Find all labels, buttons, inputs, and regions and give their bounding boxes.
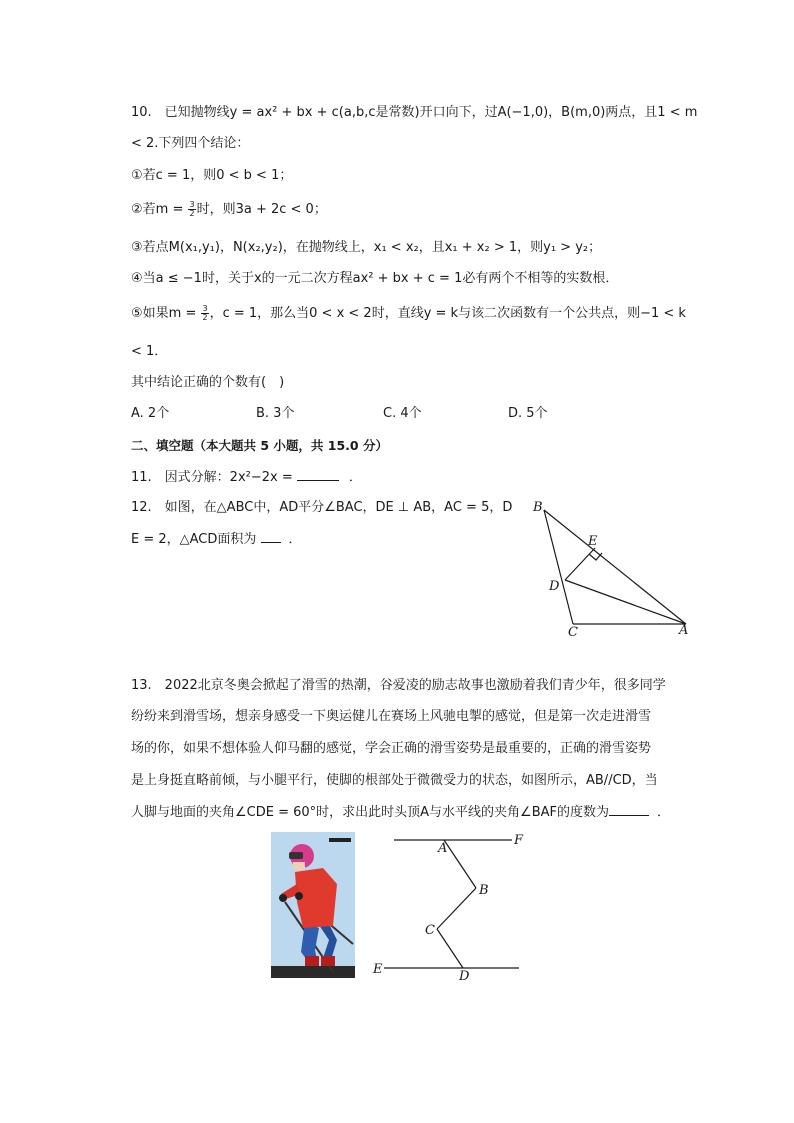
right-angle-mark [589,553,602,560]
q11-end: ． [348,470,362,485]
q10-conclusion-4: ④当a ≤ −1时，关于x的一元二次方程ax² + bx + c = 1必有两个不相等的实数根． [131,271,619,286]
q13-end: ． [657,805,671,820]
q10-question: 其中结论正确的个数有( ) [131,375,285,390]
label-d: D [549,579,560,594]
q10-conclusion-5 [131,305,686,323]
section-title: 二、填空题（本大题共 5 小题，共 15.0 分） [131,438,388,453]
skier-illustration [271,832,355,978]
q13-parallel-figure [368,830,538,985]
label-a: A [438,841,448,856]
option-a[interactable]: A. 2个 [131,406,170,421]
q10-c5-pre: ⑤如果m = [131,306,201,321]
q13-line3: 场的你，如果不想体验人仰马翻的感觉，学会正确的滑雪姿势是最重要的，正确的滑雪姿势 [131,741,652,756]
q10-conclusion-5-line2: < 1． [131,344,168,359]
label-e: E [373,962,383,977]
q12-answer-blank[interactable] [261,530,281,543]
segment-de [565,548,595,580]
q10-c5-frac-num: 3 [202,304,208,313]
label-d: D [459,969,470,984]
q10-c2-post: 时，则3a + 2c < 0； [196,202,327,217]
q10-line1: 10. 已知抛物线y = ax² + bx + c(a,b,c是常数)开口向下，过A(−1,0)，B(m,0)两点，且1 < m [131,105,698,120]
segment-ab [544,510,686,624]
q13-line5 [131,803,670,822]
q11 [131,468,362,487]
q13-answer-blank[interactable] [609,803,649,816]
label-f: F [514,833,524,848]
q12-line1: 12. 如图，在△ABC中，AD平分∠BAC，DE ⊥ AB，AC = 5，D [131,500,513,515]
label-c: C [568,625,578,640]
q10-c2-fraction [188,201,195,218]
q12-end: ． [288,532,302,547]
q12-line2 [131,530,302,549]
q10-c2-frac-den: 2 [189,209,195,218]
q12-triangle-figure [525,495,705,645]
segment-ad [565,580,686,624]
q10-c5-fraction [201,305,208,322]
q10-conclusion-3: ③若点M(x₁,y₁)，N(x₂,y₂)，在抛物线上，x₁ < x₂，且x₁ + x₂ > 1，则y₁ > y₂； [131,240,602,255]
option-d[interactable]: D. 5个 [508,406,548,421]
q10-c2-pre: ②若m = [131,202,188,217]
q10-c5-frac-den: 2 [202,313,208,322]
q10-conclusion-1: ①若c = 1，则0 < b < 1； [131,168,293,183]
q12-line2-pre: E = 2，△ACD面积为 [131,532,261,547]
label-b: B [533,500,543,515]
label-a: A [679,623,689,638]
label-e: E [588,534,598,549]
q13-line4: 是上身挺直略前倾，与小腿平行，使脚的根部处于微微受力的状态，如图所示，AB//CD，当 [131,773,658,788]
segment-ab [444,840,476,888]
label-c: C [425,923,435,938]
option-b[interactable]: B. 3个 [256,406,295,421]
q10-c2-frac-num: 3 [189,200,195,209]
label-b: B [479,883,489,898]
q10-conclusion-2 [131,201,327,219]
q10-line2: < 2.下列四个结论： [131,136,250,151]
option-c[interactable]: C. 4个 [383,406,422,421]
q10-c5-post: ，c = 1，那么当0 < x < 2时，直线y = k与该二次函数有一个公共点，则−1 < k [209,306,686,321]
q13-line2: 纷纷来到滑雪场，想亲身感受一下奥运健儿在赛场上风驰电掣的感觉，但是第一次走进滑雪 [131,709,652,724]
q11-answer-blank[interactable] [297,468,339,481]
segment-bc [437,888,476,929]
q13-line1: 13. 2022北京冬奥会掀起了滑雪的热潮，谷爱凌的励志故事也激励着我们青少年，很多同学 [131,678,666,693]
segment-bc [544,510,573,624]
segment-cd [437,929,463,968]
q11-text: 11. 因式分解：2x²−2x = [131,470,297,485]
q13-last-pre: 人脚与地面的夹角∠CDE = 60°时，求出此时头顶A与水平线的夹角∠BAF的度数为 [131,805,609,820]
